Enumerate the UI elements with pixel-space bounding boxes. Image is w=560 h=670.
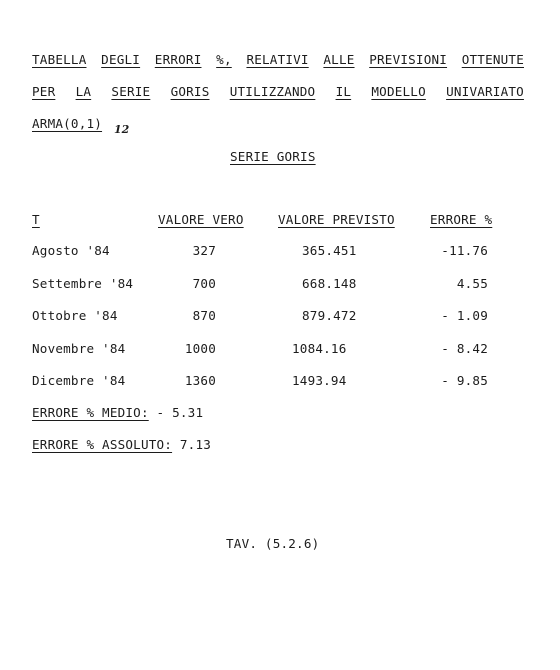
heading-word: GORIS (170, 84, 210, 99)
cell-forecast: 1084.16 (292, 341, 347, 356)
series-title: SERIE GORIS (230, 149, 316, 164)
heading-word: UTILIZZANDO (229, 84, 316, 99)
table-reference: TAV. (5.2.6) (226, 536, 320, 551)
column-header-period: T (32, 212, 40, 227)
cell-error: -11.76 (441, 243, 488, 258)
heading-word: MODELLO (371, 84, 426, 99)
heading-word: ALLE (323, 52, 355, 67)
cell-period: Settembre '84 (32, 276, 134, 291)
cell-period: Dicembre '84 (32, 373, 126, 388)
absolute-error-label: ERRORE % ASSOLUTO: (32, 437, 173, 452)
cell-actual: 327 (192, 243, 216, 258)
heading-word: RELATIVI (246, 52, 309, 67)
cell-actual: 870 (192, 308, 216, 323)
absolute-error-line (32, 437, 211, 453)
cell-error: - 9.85 (441, 373, 488, 388)
heading-word: UNIVARIATO (446, 84, 524, 99)
heading-word: LA (75, 84, 92, 99)
handwritten-note: 12 (114, 123, 130, 136)
cell-actual: 700 (192, 276, 216, 291)
heading-word: OTTENUTE (461, 52, 524, 67)
cell-error: 4.55 (456, 276, 488, 291)
heading-word: IL (335, 84, 352, 99)
heading-word: PREVISIONI (369, 52, 448, 67)
heading-word: PER (32, 84, 56, 99)
mean-error-line (32, 405, 203, 421)
cell-period: Agosto '84 (32, 243, 110, 258)
heading-line-1 (32, 52, 524, 68)
absolute-error-value: 7.13 (179, 437, 212, 452)
heading-word: ERRORI (154, 52, 202, 67)
column-header-actual: VALORE VERO (158, 212, 244, 227)
heading-model: ARMA(0,1) (32, 116, 103, 131)
cell-error: - 1.09 (441, 308, 488, 323)
heading-word: DEGLI (101, 52, 141, 67)
column-header-forecast: VALORE PREVISTO (278, 212, 395, 227)
mean-error-label: ERRORE % MEDIO: (32, 405, 149, 420)
heading-word: SERIE (111, 84, 151, 99)
column-header-error: ERRORE % (430, 212, 493, 227)
heading-word: %, (216, 52, 232, 67)
cell-error: - 8.42 (441, 341, 488, 356)
cell-forecast: 365.451 (302, 243, 357, 258)
cell-forecast: 879.472 (302, 308, 357, 323)
cell-period: Ottobre '84 (32, 308, 118, 323)
cell-forecast: 1493.94 (292, 373, 347, 388)
cell-forecast: 668.148 (302, 276, 357, 291)
cell-actual: 1360 (184, 373, 216, 388)
cell-actual: 1000 (184, 341, 216, 356)
mean-error-value: - 5.31 (156, 405, 204, 420)
heading-line-2 (32, 84, 524, 100)
heading-word: TABELLA (32, 52, 87, 67)
cell-period: Novembre '84 (32, 341, 126, 356)
